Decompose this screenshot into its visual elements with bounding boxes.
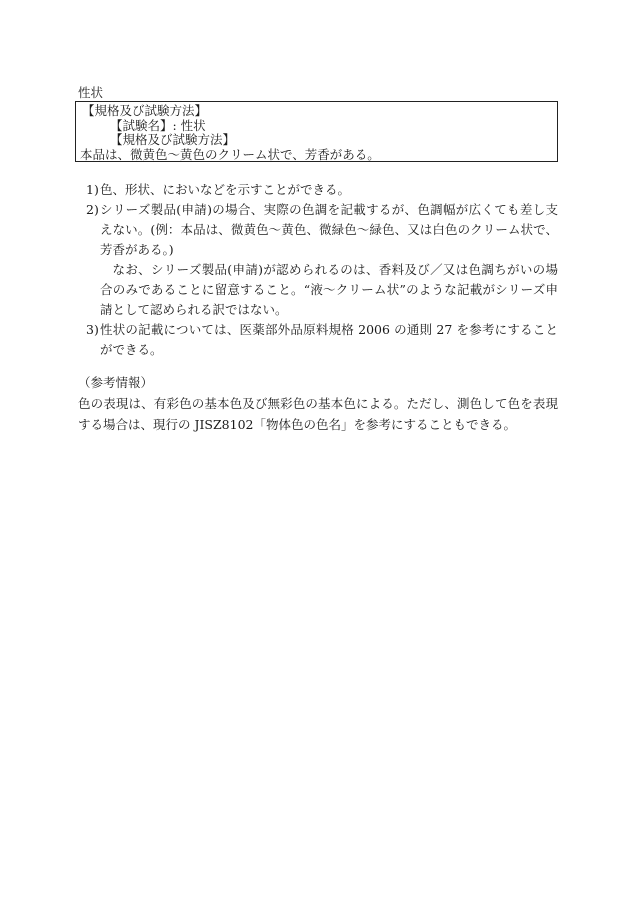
notes-list	[78, 180, 558, 360]
spec-title: 【規格及び試験方法】	[82, 103, 208, 118]
reference-section	[78, 373, 558, 435]
spec-method-line: 【規格及び試験方法】	[110, 132, 236, 147]
reference-title: （参考情報）	[78, 375, 154, 390]
note-number: 1)	[86, 182, 99, 197]
reference-body: 色の表現は、有彩色の基本色及び無彩色の基本色による。ただし、測色して色を表現する場合は、現行の JISZ8102「物体色の色名」を参考にすることもできる。	[78, 396, 558, 432]
spec-description: 本品は、微黄色～黄色のクリーム状で、芳香がある。	[80, 147, 380, 162]
specification-box	[75, 101, 558, 162]
note-text: なお、シリーズ製品(申請)が認められるのは、香料及び／又は色調ちがいの場合のみであることに留意すること。“液～クリーム状”のような記載がシリーズ申請として認められる訳ではない。	[100, 262, 558, 317]
note-text: 性状の記載については、医薬部外品原料規格 2006 の通則 27 を参考にすることができる。	[100, 322, 558, 357]
section-heading: 性状	[78, 85, 104, 100]
note-number: 3)	[86, 322, 99, 337]
note-item-3	[78, 320, 558, 360]
note-item-2	[78, 200, 558, 320]
test-name-line: 【試験名】: 性状	[110, 118, 206, 133]
note-item-1	[78, 180, 558, 200]
note-text: 色、形状、においなどを示すことができる。	[100, 182, 351, 197]
note-number: 2)	[86, 202, 99, 217]
note-text: シリーズ製品(申請)の場合、実際の色調を記載するが、色調幅が広くても差し支えない。(例：本品は、微黄色～黄色、微緑色～緑色、又は白色のクリーム状で、芳香がある。)	[100, 202, 558, 257]
